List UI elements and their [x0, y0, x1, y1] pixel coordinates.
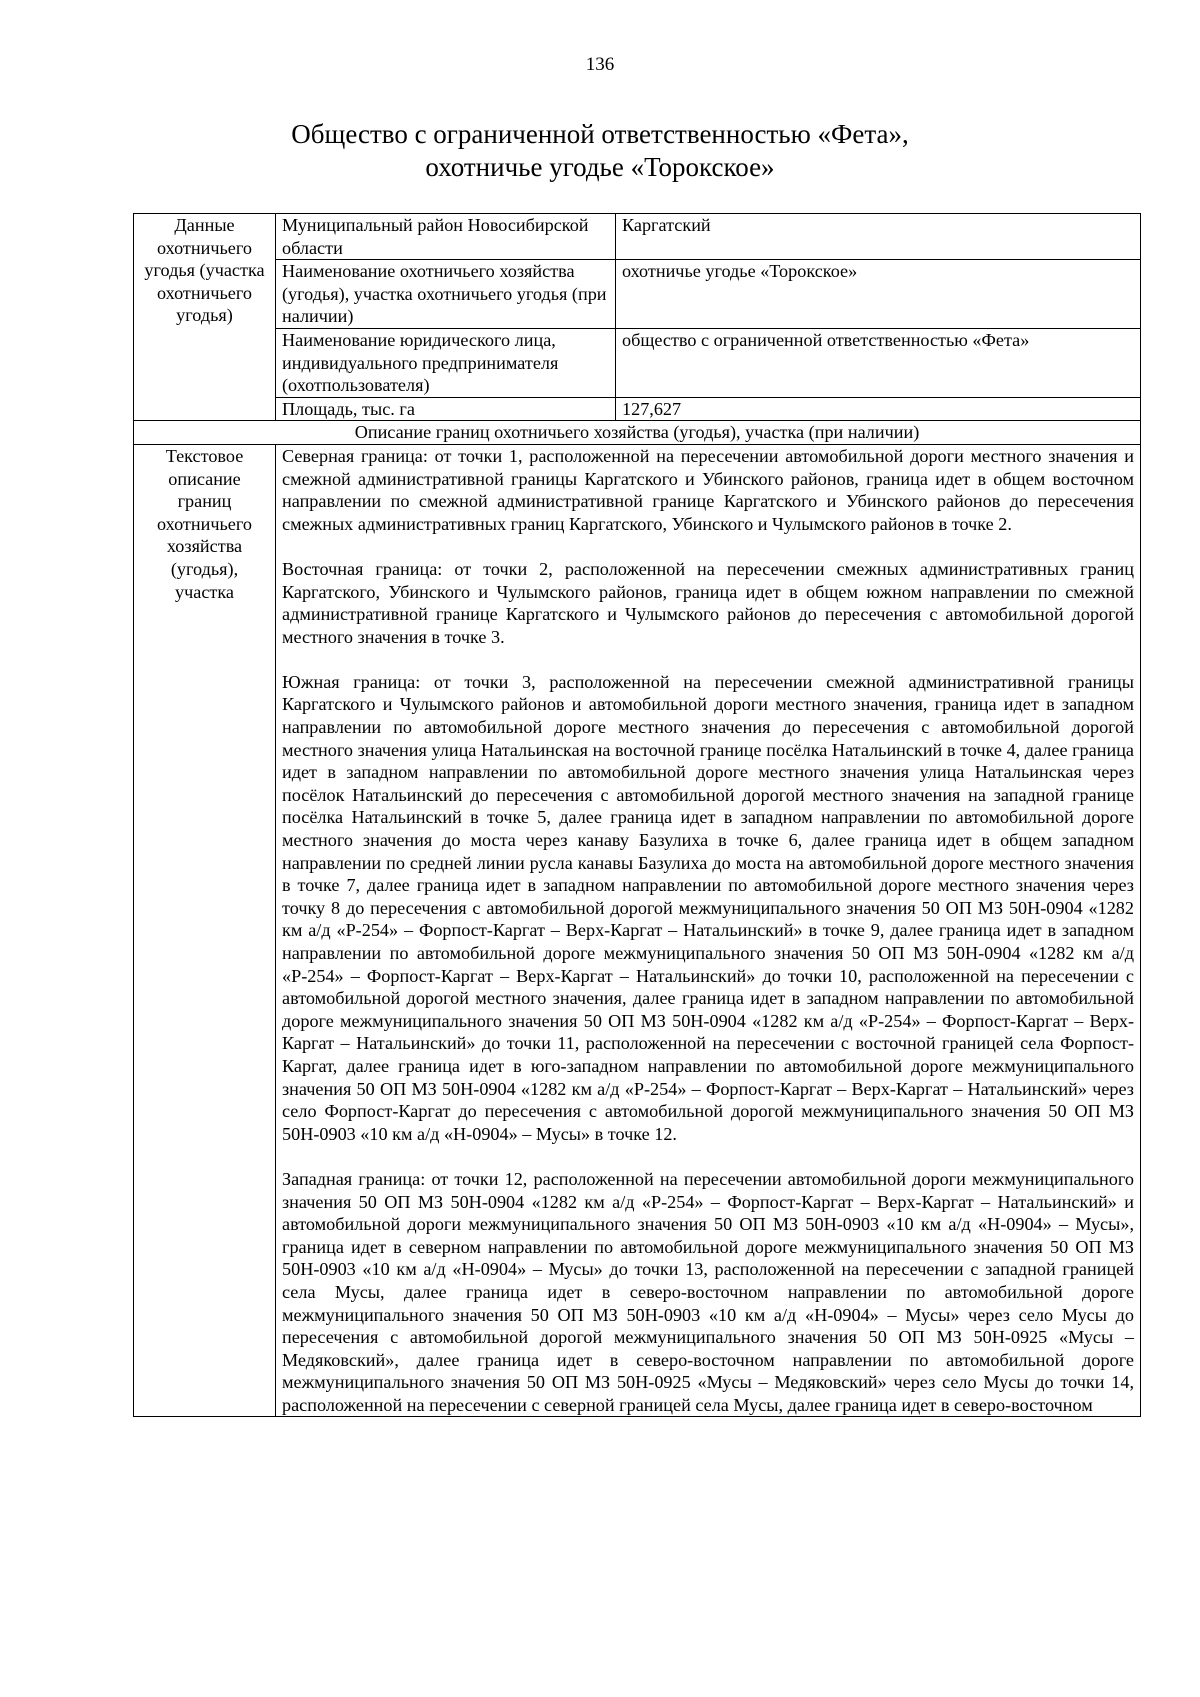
row-value-area: 127,627	[616, 397, 1141, 421]
data-section-label: Данные охотничьего угодья (участка охотничьего угодья)	[134, 214, 276, 421]
row-value-ground-name: охотничье угодье «Торокское»	[616, 260, 1141, 329]
table-row	[134, 214, 1141, 260]
table-row	[134, 444, 1141, 1417]
row-key-user-name: Наименование юридического лица, индивидуального предпринимателя (охотпользователя)	[276, 328, 616, 397]
row-value-district: Каргатский	[616, 214, 1141, 260]
document-title	[0, 118, 1200, 184]
hunting-ground-table	[133, 213, 1141, 1417]
row-key-district: Муниципальный район Новосибирской области	[276, 214, 616, 260]
row-key-area: Площадь, тыс. га	[276, 397, 616, 421]
north-boundary-text: Северная граница: от точки 1, расположенной на пересечении автомобильной дороги местного значения и смежной административной границы Каргатского и Убинского районов, граница идет в общем восточном направлении по смежной административной границе Каргатского и Убинского районов до пересечения смежных административных границ Каргатского, Убинского и Чулымского районов в точке 2.	[282, 445, 1134, 534]
table-row	[134, 260, 1141, 329]
south-boundary-text: Южная граница: от точки 3, расположенной на пересечении смежной административной границы Каргатского и Чулымского районов и автомобильной дороги местного значения, граница идет в западном направлении по автомобильной дороге местного значения до пересечения с автомобильной дорогой местного значения улица Натальинская на восточной границе посёлка Натальинский в точке 4, далее граница идет в западном направлении по автомобильной дороге местного значения улица Натальинская через посёлок Натальинский до пересечения с автомобильной дорогой местного значения на западной границе посёлка Натальинский в точке 5, далее граница идет в западном направлении по автомобильной дороге местного значения до моста через канаву Базулиха в точке 6, далее граница идет в общем западном направлении по средней линии русла канавы Базулиха до моста на автомобильной дороге местного значения в точке 7, далее граница идет в западном направлении по автомобильной дороге местного значения через точку 8 до пересечения с автомобильной дорогой межмуниципального значения 50 ОП МЗ 50Н-0904 «1282 км а/д «Р-254» – Форпост-Каргат – Верх-Каргат – Натальинский» в точке 9, далее граница идет в западном направлении по автомобильной дороге межмуниципального значения 50 ОП МЗ 50Н-0904 «1282 км а/д «Р-254» – Форпост-Каргат – Верх-Каргат – Натальинский» до точки 10, расположенной на пересечении с автомобильной дорогой местного значения, далее граница идет в западном направлении по автомобильной дороге межмуниципального значения 50 ОП МЗ 50Н-0904 «1282 км а/д «Р-254» – Форпост-Каргат – Верх-Каргат – Натальинский» до точки 11, расположенной на пересечении с восточной границей села Форпост-Каргат, далее граница идет в юго-западном направлении по автомобильной дороге межмуниципального значения 50 ОП МЗ 50Н-0904 «1282 км а/д «Р-254» – Форпост-Каргат – Верх-Каргат – Натальинский» через село Форпост-Каргат до пересечения с автомобильной дорогой межмуниципального значения 50 ОП МЗ 50Н-0903 «10 км а/д «Н-0904» – Мусы» в точке 12.	[282, 671, 1134, 1144]
row-key-ground-name: Наименование охотничьего хозяйства (угодья), участка охотничьего угодья (при наличии)	[276, 260, 616, 329]
row-value-user-name: общество с ограниченной ответственностью «Фета»	[616, 328, 1141, 397]
boundaries-section-header: Описание границ охотничьего хозяйства (угодья), участка (при наличии)	[134, 421, 1141, 445]
title-line-1: Общество с ограниченной ответственностью «Фета»,	[291, 119, 909, 149]
table-row	[134, 421, 1141, 445]
boundaries-label: Текстовое описание границ охотничьего хозяйства (угодья), участка	[134, 444, 276, 1417]
table-row	[134, 397, 1141, 421]
table-row	[134, 328, 1141, 397]
west-boundary-text: Западная граница: от точки 12, расположенной на пересечении автомобильной дороги межмуниципального значения 50 ОП МЗ 50Н-0904 «1282 км а/д «Р-254» – Форпост-Каргат – Верх-Каргат – Натальинский» и автомобильной дороги межмуниципального значения 50 ОП МЗ 50Н-0903 «10 км а/д «Н-0904» – Мусы», граница идет в северном направлении по автомобильной дороге межмуниципального значения 50 ОП МЗ 50Н-0903 «10 км а/д «Н-0904» – Мусы» до точки 13, расположенной на пересечении с западной границей села Мусы, далее граница идет в северо-восточном направлении по автомобильной дороге межмуниципального значения 50 ОП МЗ 50Н-0903 «10 км а/д «Н-0904» – Мусы» через село Мусы до пересечения с автомобильной дорогой межмуниципального значения 50 ОП МЗ 50Н-0925 «Мусы – Медяковский», далее граница идет в северо-восточном направлении по автомобильной дороге межмуниципального значения 50 ОП МЗ 50Н-0925 «Мусы – Медяковский» через село Мусы до точки 14, расположенной на пересечении с северной границей села Мусы, далее граница идет в северо-восточном	[282, 1168, 1134, 1415]
page-number: 136	[585, 54, 615, 75]
title-line-2: охотничье угодье «Торокское»	[425, 152, 775, 182]
boundaries-description	[276, 444, 1141, 1417]
east-boundary-text: Восточная граница: от точки 2, расположенной на пересечении смежных административных границ Каргатского, Убинского и Чулымского районов, граница идет в общем южном направлении по смежной административной границе Каргатского и Чулымского районов до пересечения с автомобильной дорогой местного значения в точке 3.	[282, 558, 1134, 647]
